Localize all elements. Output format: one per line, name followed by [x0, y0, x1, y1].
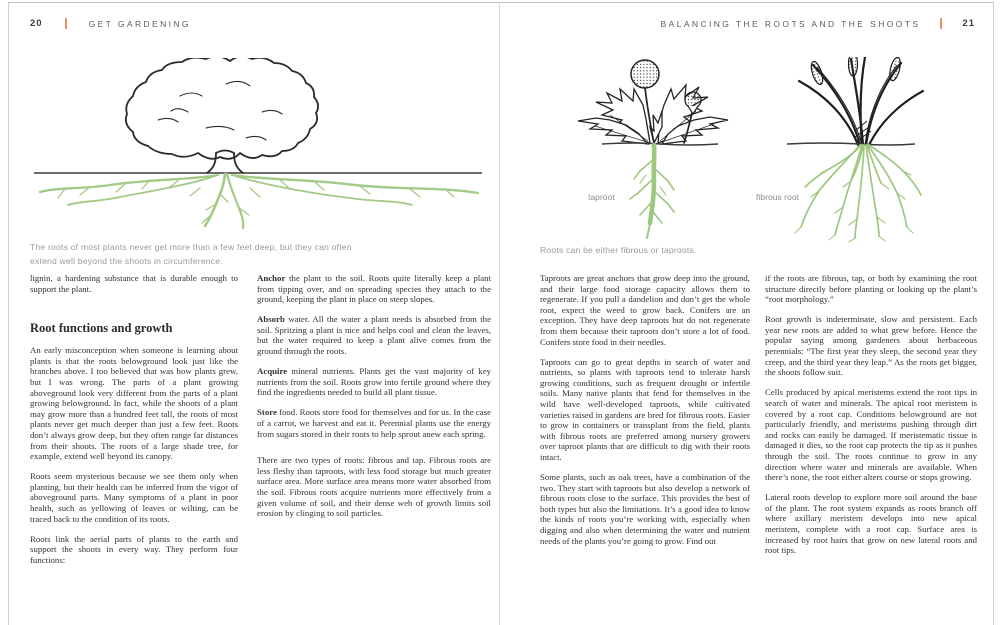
left-illustration-caption: The roots of most plants never get more than a few feet deep, but they can often extend well beyond the shoots in circumference.: [30, 242, 352, 267]
bold-lead: Absorb: [257, 314, 285, 325]
left-page-number: 20: [30, 18, 43, 29]
tree-illustration: [30, 58, 490, 235]
fibrous-root-illustration: [765, 57, 980, 243]
right-running-head: [661, 18, 975, 29]
taproot: [630, 145, 674, 238]
tree-canopy: [126, 58, 318, 159]
paragraph: if the roots are fibrous, tap, or both by examining the root structure directly before planting or looking up the plant’s “root morphology.”: [765, 273, 977, 305]
ground-line: [602, 143, 718, 145]
item-text: mineral nutrients. Plants get the vast majority of key nutrients from the soil. Roots grow into fertile ground where they find the ingredients needed to build all plant tissue.: [257, 366, 491, 398]
left-column-2: [257, 273, 491, 519]
paragraph: lignin, a hardening substance that is durable enough to support the plant.: [30, 273, 238, 294]
paragraph: Cells produced by apical meristems extend the root tips in search of water and minerals. The apical root meristem is covered by a root cap. Conditions belowground are not particularly friendly, and meristems pushing through dirt and rocks can easily be damaged. If meristematic tissue is damaged it dies, so the root cap protects the tip as it pushes through the soil. The roots continue to grow in any direction where water and minerals are available. When there’s none, the root either alters course or stops growing.: [765, 387, 977, 483]
bold-lead: Store: [257, 407, 277, 418]
paragraph: An early misconception when someone is learning about plants is that the roots belowground look just like the branches above. I too believed that was how plants grew, but I was wrong. The parts of a plant growing aboveground look very different from the parts of a plant growing belowground. In fact, while the shoots of a plant may grow more than a hundred feet tall, the roots of most plants never get much deeper than just a few feet. Roots don’t always grow deep, but they often range far distances from their shoots. The roots of a large shade tree, for example, extend well beyond its canopy.: [30, 345, 238, 462]
item-text: the plant to the soil. Roots quite literally keep a plant from tipping over, and on spreading species they attach to the ground, keeping the plant in place on steep slopes.: [257, 273, 491, 305]
fibrous-roots: [795, 145, 921, 242]
bold-lead: Anchor: [257, 273, 286, 283]
section-heading: Root functions and growth: [30, 321, 173, 336]
taproot-label: taproot: [588, 192, 615, 202]
right-column-2: [765, 273, 977, 556]
page-edge-right: [993, 2, 994, 625]
function-item-acquire: [257, 366, 491, 398]
paragraph: Roots link the aerial parts of plants to the earth and support the shoots in every way. They perform four functions:: [30, 533, 238, 565]
paragraph: Some plants, such as oak trees, have a combination of the two. They start with taproots but also develop a network of fibrous roots close to the surface. This provides the best of both types but also the limitations. It’s a good idea to know the kinds of roots you’re working with, especially when digging and also when determining the water and nutrient needs of the plants you’re going to grow. Find out: [540, 472, 750, 546]
taproot-illustration: [550, 57, 760, 243]
paragraph: Lateral roots develop to explore more soil around the base of the plant. The root system expands as roots branch off where axillary meristem develops into new apical meristem, complete with a root cap. Surface area is increased by root hairs that grow on new lateral roots and root tips.: [765, 492, 977, 556]
header-divider-bar: [940, 18, 942, 29]
paragraph: Roots seem mysterious because we see them only when planting, but their health can be inferred from the vigor of aboveground parts. Many symptoms of a plant in poor health, such as yellowing of leaves or wilting, can be traced back to the condition of its roots.: [30, 471, 238, 524]
left-section-title: GET GARDENING: [88, 18, 191, 29]
left-column-1: [30, 273, 238, 565]
bold-lead: Acquire: [257, 366, 288, 377]
right-illustration-caption: Roots can be either fibrous or taproots.: [540, 245, 697, 255]
tree-roots: [40, 174, 478, 228]
ground-line: [787, 143, 915, 145]
right-section-title: BALANCING THE ROOTS AND THE SHOOTS: [660, 18, 921, 29]
paragraph: Root growth is indeterminate, slow and persistent. Each year new roots are added to what grew before. Hence the popular saying among gardeners about herbaceous perennials: “The first year they sleep, the second year they creep, and the third year they leap.” As the roots get bigger, the shoots follow suit.: [765, 314, 977, 378]
dandelion-seed-head: [631, 60, 659, 88]
right-column-1: [540, 273, 750, 546]
function-item-anchor: [257, 273, 491, 305]
item-text: food. Roots store food for themselves and for us. In the case of a carrot, we harvest and eat it. Perennial plants use the energy from sugars stored in their roots to help sprout anew each spring.: [257, 407, 491, 439]
header-divider-bar: [65, 18, 67, 29]
function-item-absorb: [257, 314, 491, 356]
left-running-head: [30, 18, 191, 29]
page-edge-top: [8, 2, 994, 3]
page-edge-left: [8, 2, 9, 625]
page-gutter: [499, 2, 500, 625]
paragraph: There are two types of roots: fibrous and tap. Fibrous roots are less fleshy than taproots, with less food storage but much greater surface area. More surface area means more water absorbed from the soil. Fibrous roots acquire nutrients more effectively from a given volume of soil, and their dense web of growth limits soil erosion by clinging to soil particles.: [257, 455, 491, 519]
right-page-number: 21: [962, 18, 975, 29]
item-text: water. All the water a plant needs is absorbed from the soil. Spritzing a plant is nice and helps cool and clean the leaves, but the water required to keep a plant alive comes from the ground through the roots.: [257, 314, 491, 357]
function-item-store: [257, 407, 491, 439]
paragraph: Taproots are great anchors that grow deep into the ground, and their large food storage capacity allows them to regenerate. If you pull a dandelion and don’t get the whole root, expect the weed to grow back. Conifers are an exception. They have deep taproots but do not regenerate from them because their taproots don’t store a lot of food. Conifers store food in their needles.: [540, 273, 750, 347]
paragraph: Taproots can go to great depths in search of water and nutrients, so plants with taproots tend to tolerate harsh growing conditions, such as frequent drought or infertile soils. Many native plants that fend for themselves in the wild have well-developed taproots, while cultivated varieties raised in gardens are bred for fibrous roots. Easier to grow in containers or transplant from the field, plants with fibrous roots are preferred among nursery growers over taproot plants that are difficult to dig with their roots intact.: [540, 356, 750, 462]
fibrous-root-label: fibrous root: [756, 192, 799, 202]
